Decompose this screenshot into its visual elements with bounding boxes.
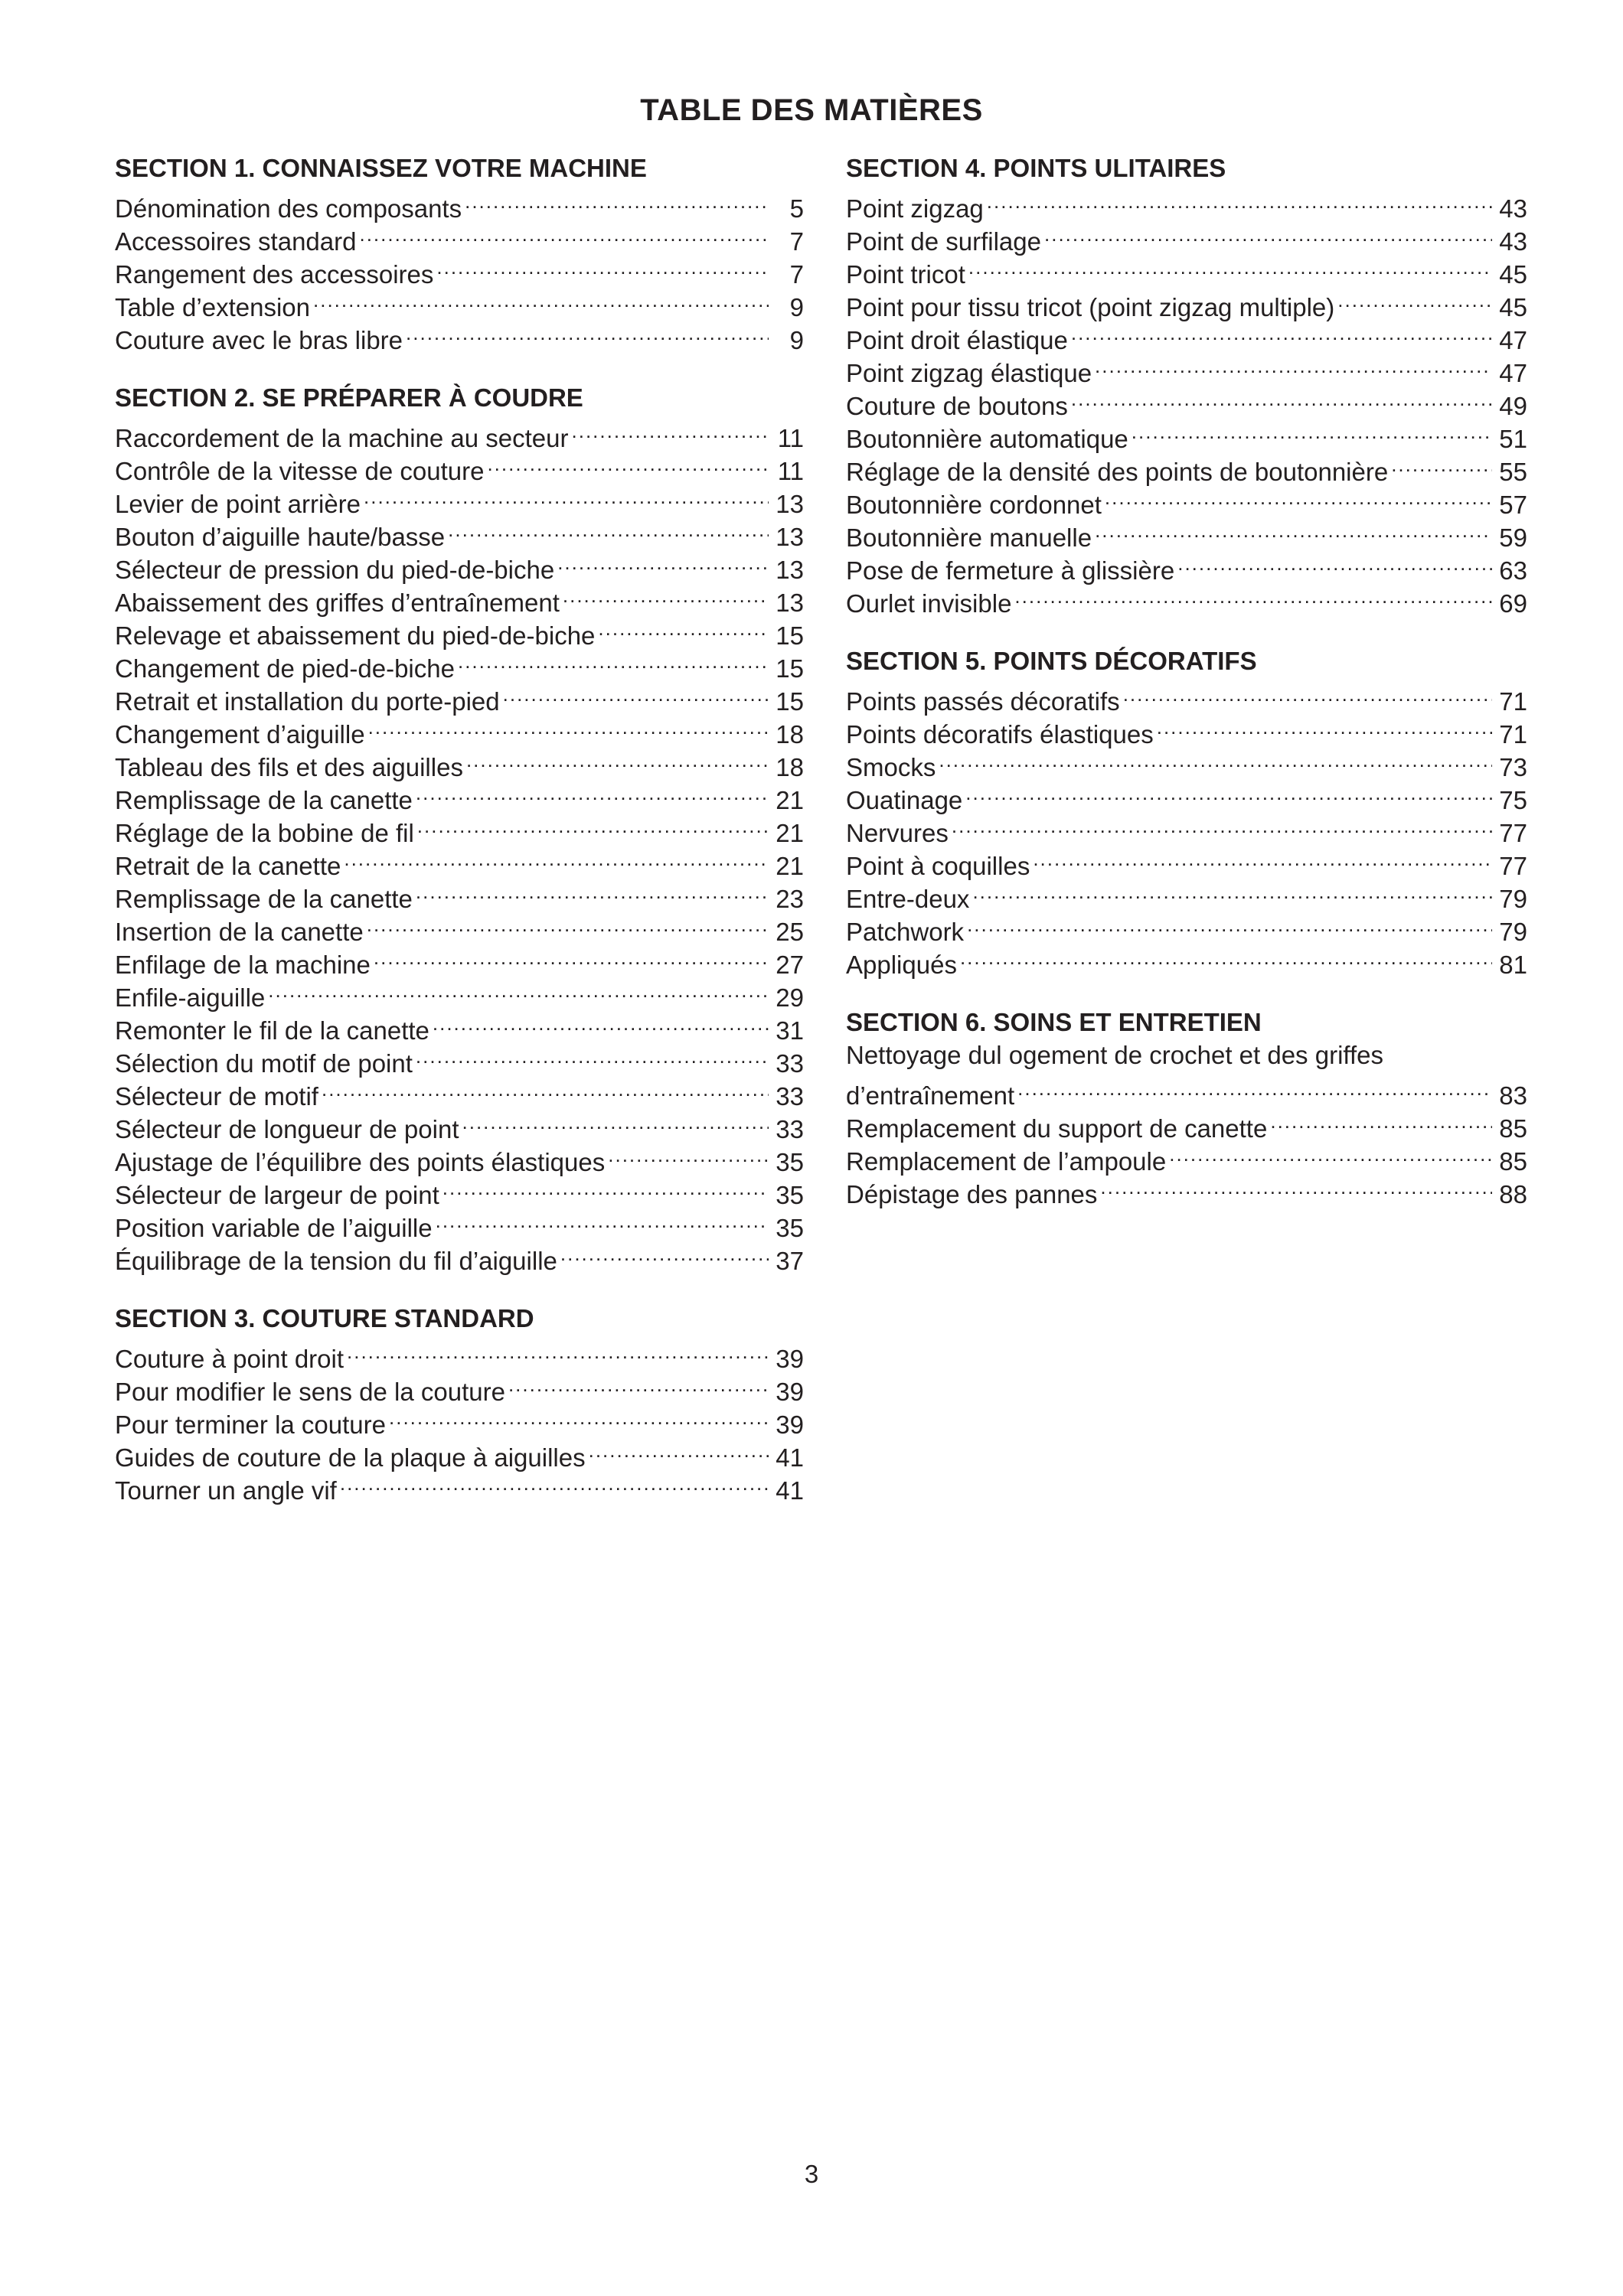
entry-page-number: 9: [789, 293, 804, 321]
entry-page-number: 25: [776, 918, 804, 946]
dot-leader: [340, 1466, 769, 1499]
dot-leader: [364, 480, 769, 513]
entry-page-number: 23: [776, 885, 804, 913]
section-heading: SECTION 3. COUTURE STANDARD: [115, 1304, 534, 1332]
entry-label: Sélecteur de largeur de point: [115, 1181, 439, 1209]
entry-page-number: 79: [1499, 918, 1527, 946]
page-title: TABLE DES MATIÈRES: [640, 93, 983, 127]
entry-label: Retrait de la canette: [115, 852, 341, 880]
toc-section: [115, 1302, 804, 1505]
entry-label: Points passés décoratifs: [846, 687, 1120, 716]
toc-section: [846, 152, 1527, 618]
entry-label: Point à coquilles: [846, 852, 1030, 880]
entry-label: Dépistage des pannes: [846, 1180, 1098, 1208]
entry-page-number: 18: [776, 753, 804, 781]
entry-label: Réglage de la densité des points de boutonnière: [846, 458, 1389, 486]
entry-label: Couture de boutons: [846, 392, 1068, 420]
dot-leader: [442, 1171, 769, 1204]
dot-leader: [322, 1072, 769, 1105]
entry-label: Dénomination des composants: [115, 194, 462, 223]
dot-leader: [487, 447, 769, 480]
entry-label: Relevage et abaissement du pied-de-biche: [115, 621, 596, 650]
entry-page-number: 69: [1499, 589, 1527, 618]
entry-label-continued: d’entraînement: [846, 1081, 1015, 1110]
entry-label: Boutonnière manuelle: [846, 523, 1092, 552]
toc-column-right: [846, 152, 1527, 1235]
dot-leader: [368, 710, 769, 743]
dot-leader: [433, 1006, 769, 1039]
dot-leader: [508, 1368, 769, 1401]
dot-leader: [1100, 1170, 1492, 1203]
toc-section: [846, 644, 1527, 979]
dot-leader: [589, 1433, 769, 1466]
entry-page-number: 39: [776, 1378, 804, 1406]
dot-leader: [417, 809, 769, 842]
entry-label: Point tricot: [846, 260, 965, 289]
entry-label: Changement d’aiguille: [115, 720, 365, 748]
dot-leader: [1177, 546, 1492, 579]
entry-page-number: 18: [776, 720, 804, 748]
entry-page-number: 9: [789, 326, 804, 354]
entry-page-number: 15: [776, 654, 804, 683]
entry-page-number: 13: [776, 556, 804, 584]
section-heading: SECTION 2. SE PRÉPARER À COUDRE: [115, 383, 583, 412]
toc-entry: [846, 776, 1527, 814]
entry-page-number: 79: [1499, 885, 1527, 913]
entry-label: Enfilage de la machine: [115, 951, 371, 979]
dot-leader: [462, 1105, 769, 1138]
entry-page-number: 11: [777, 457, 804, 485]
entry-label: Levier de point arrière: [115, 490, 361, 518]
entry-page-number: 29: [776, 983, 804, 1012]
section-heading: SECTION 1. CONNAISSEZ VOTRE MACHINE: [115, 154, 647, 182]
entry-label: Réglage de la bobine de fil: [115, 819, 414, 847]
entry-label: Sélecteur de pression du pied-de-biche: [115, 556, 555, 584]
dot-leader: [1169, 1137, 1492, 1170]
dot-leader: [1337, 283, 1492, 316]
entry-page-number: 47: [1499, 359, 1527, 387]
dot-leader: [572, 414, 769, 447]
entry-page-number: 21: [776, 786, 804, 814]
entry-page-number: 11: [777, 424, 804, 452]
entry-label: Table d’extension: [115, 293, 311, 321]
entry-label: Point pour tissu tricot (point zigzag multiple): [846, 293, 1335, 321]
entry-page-number: 71: [1499, 720, 1527, 748]
entry-page-number: 88: [1499, 1180, 1527, 1208]
entry-label: Nettoyage dul ogement de crochet et des griffes: [846, 1041, 1383, 1069]
dot-leader: [389, 1401, 769, 1433]
entry-page-number: 81: [1499, 951, 1527, 979]
entry-label: Point droit élastique: [846, 326, 1068, 354]
section-heading: SECTION 6. SOINS ET ENTRETIEN: [846, 1008, 1262, 1036]
entry-page-number: 15: [776, 621, 804, 650]
entry-page-number: 7: [789, 260, 804, 289]
entry-page-number: 15: [776, 687, 804, 716]
entry-label: Rangement des accessoires: [115, 260, 434, 289]
dot-leader: [359, 217, 769, 250]
dot-leader: [965, 776, 1492, 809]
entry-page-number: 49: [1499, 392, 1527, 420]
entry-page-number: 13: [776, 490, 804, 518]
entry-label: Ourlet invisible: [846, 589, 1012, 618]
entry-page-number: 35: [776, 1148, 804, 1176]
entry-page-number: 51: [1499, 425, 1527, 453]
dot-leader: [416, 875, 769, 908]
entry-label: Raccordement de la machine au secteur: [115, 424, 569, 452]
entry-page-number: 37: [776, 1247, 804, 1275]
entry-label: Patchwork: [846, 918, 965, 946]
dot-leader: [960, 941, 1492, 974]
entry-page-number: 75: [1499, 786, 1527, 814]
entry-label: Smocks: [846, 753, 936, 781]
dot-leader: [458, 644, 769, 677]
dot-leader: [598, 612, 769, 644]
entry-label: Point de surfilage: [846, 227, 1041, 256]
entry-page-number: 83: [1499, 1081, 1527, 1110]
entry-label: Point zigzag: [846, 194, 984, 223]
entry-page-number: 33: [776, 1115, 804, 1143]
dot-leader: [1132, 415, 1492, 448]
dot-leader: [967, 908, 1492, 941]
dot-leader: [557, 546, 769, 579]
entry-page-number: 55: [1499, 458, 1527, 486]
dot-leader: [952, 809, 1492, 842]
dot-leader: [968, 250, 1492, 283]
dot-leader: [1095, 349, 1492, 382]
dot-leader: [1017, 1071, 1492, 1104]
entry-page-number: 39: [776, 1345, 804, 1373]
entry-label: Guides de couture de la plaque à aiguilles: [115, 1443, 586, 1472]
entry-label: Position variable de l’aiguille: [115, 1214, 433, 1242]
dot-leader: [987, 184, 1492, 217]
entry-label: Couture avec le bras libre: [115, 326, 403, 354]
dot-leader: [367, 908, 769, 941]
dot-leader: [436, 1204, 769, 1237]
entry-label: Équilibrage de la tension du fil d’aiguille: [115, 1247, 557, 1275]
entry-page-number: 45: [1499, 293, 1527, 321]
entry-page-number: 45: [1499, 260, 1527, 289]
toc-column-left: [115, 152, 804, 1531]
entry-label: Bouton d’aiguille haute/basse: [115, 523, 446, 551]
entry-label: Remonter le fil de la canette: [115, 1016, 429, 1045]
dot-leader: [563, 579, 769, 612]
entry-page-number: 85: [1499, 1114, 1527, 1143]
dot-leader: [1044, 217, 1492, 250]
entry-label: Enfile-aiguille: [115, 983, 266, 1012]
toc-section: [115, 152, 804, 354]
entry-label: Entre-deux: [846, 885, 970, 913]
entry-page-number: 31: [776, 1016, 804, 1045]
entry-label: Remplissage de la canette: [115, 885, 413, 913]
entry-label: Pose de fermeture à glissière: [846, 556, 1175, 585]
entry-page-number: 39: [776, 1411, 804, 1439]
entry-label: Points décoratifs élastiques: [846, 720, 1154, 748]
dot-leader: [1071, 382, 1492, 415]
dot-leader: [465, 184, 769, 217]
entry-page-number: 63: [1499, 556, 1527, 585]
entry-page-number: 33: [776, 1082, 804, 1110]
dot-leader: [972, 875, 1492, 908]
entry-page-number: 43: [1499, 194, 1527, 223]
section-heading: SECTION 4. POINTS ULITAIRES: [846, 154, 1226, 182]
entry-page-number: 73: [1499, 753, 1527, 781]
entry-page-number: 35: [776, 1181, 804, 1209]
dot-leader: [448, 513, 769, 546]
entry-page-number: 43: [1499, 227, 1527, 256]
entry-label: Contrôle de la vitesse de couture: [115, 457, 485, 485]
entry-page-number: 59: [1499, 523, 1527, 552]
dot-leader: [560, 1237, 769, 1270]
entry-label: Ajustage de l’équilibre des points élastiques: [115, 1148, 606, 1176]
entry-page-number: 57: [1499, 491, 1527, 519]
entry-page-number: 13: [776, 589, 804, 617]
entry-page-number: 77: [1499, 852, 1527, 880]
toc-entry: [846, 743, 1527, 781]
entry-label: Retrait et installation du porte-pied: [115, 687, 500, 716]
toc-section: [115, 381, 804, 1275]
dot-leader: [347, 1335, 769, 1368]
dot-leader: [1270, 1104, 1492, 1137]
entry-label: Abaissement des griffes d’entraînement: [115, 589, 560, 617]
entry-label: Remplissage de la canette: [115, 786, 413, 814]
dot-leader: [406, 316, 769, 349]
dot-leader: [1391, 448, 1492, 481]
entry-label: Remplacement de l’ampoule: [846, 1147, 1167, 1176]
toc-entry: [846, 1039, 1527, 1110]
dot-leader: [313, 283, 769, 316]
entry-page-number: 13: [776, 523, 804, 551]
entry-label: Insertion de la canette: [115, 918, 364, 946]
dot-leader: [1095, 514, 1492, 546]
dot-leader: [374, 941, 769, 974]
entry-label: Nervures: [846, 819, 949, 847]
entry-label: Tableau des fils et des aiguilles: [115, 753, 463, 781]
entry-label: Pour modifier le sens de la couture: [115, 1378, 505, 1406]
toc-entry: [846, 677, 1527, 716]
entry-label: Pour terminer la couture: [115, 1411, 386, 1439]
page-number: 3: [804, 2160, 819, 2188]
entry-label: Changement de pied-de-biche: [115, 654, 455, 683]
entry-label: Tourner un angle vif: [115, 1476, 337, 1505]
entry-label: Sélection du motif de point: [115, 1049, 413, 1078]
entry-page-number: 5: [789, 194, 804, 223]
entry-page-number: 33: [776, 1049, 804, 1078]
entry-label: Sélecteur de motif: [115, 1082, 318, 1110]
entry-page-number: 7: [789, 227, 804, 256]
dot-leader: [1123, 677, 1492, 710]
dot-leader: [436, 250, 769, 283]
entry-label: Ouatinage: [846, 786, 963, 814]
entry-page-number: 27: [776, 951, 804, 979]
toc-section: [846, 1006, 1527, 1208]
entry-page-number: 21: [776, 852, 804, 880]
entry-page-number: 85: [1499, 1147, 1527, 1176]
entry-page-number: 41: [776, 1476, 804, 1505]
dot-leader: [466, 743, 769, 776]
dot-leader: [939, 743, 1492, 776]
dot-leader: [1105, 481, 1492, 514]
entry-page-number: 35: [776, 1214, 804, 1242]
dot-leader: [416, 776, 769, 809]
toc-entry: [846, 184, 1527, 223]
dot-leader: [344, 842, 769, 875]
entry-label: Sélecteur de longueur de point: [115, 1115, 459, 1143]
entry-page-number: 77: [1499, 819, 1527, 847]
entry-page-number: 41: [776, 1443, 804, 1472]
entry-label: Remplacement du support de canette: [846, 1114, 1268, 1143]
entry-page-number: 21: [776, 819, 804, 847]
section-heading: SECTION 5. POINTS DÉCORATIFS: [846, 647, 1257, 675]
dot-leader: [416, 1039, 769, 1072]
entry-page-number: 71: [1499, 687, 1527, 716]
toc-entry: [115, 1335, 804, 1373]
dot-leader: [503, 677, 769, 710]
entry-label: Appliqués: [846, 951, 957, 979]
entry-label: Boutonnière cordonnet: [846, 491, 1102, 519]
dot-leader: [1071, 316, 1492, 349]
dot-leader: [268, 974, 769, 1006]
dot-leader: [1014, 579, 1492, 612]
toc-entry: [115, 414, 804, 452]
entry-label: Point zigzag élastique: [846, 359, 1092, 387]
entry-label: Couture à point droit: [115, 1345, 345, 1373]
dot-leader: [608, 1138, 769, 1171]
toc-entry: [115, 184, 804, 223]
dot-leader: [1033, 842, 1492, 875]
dot-leader: [1157, 710, 1492, 743]
entry-label: Accessoires standard: [115, 227, 357, 256]
entry-page-number: 47: [1499, 326, 1527, 354]
entry-label: Boutonnière automatique: [846, 425, 1128, 453]
